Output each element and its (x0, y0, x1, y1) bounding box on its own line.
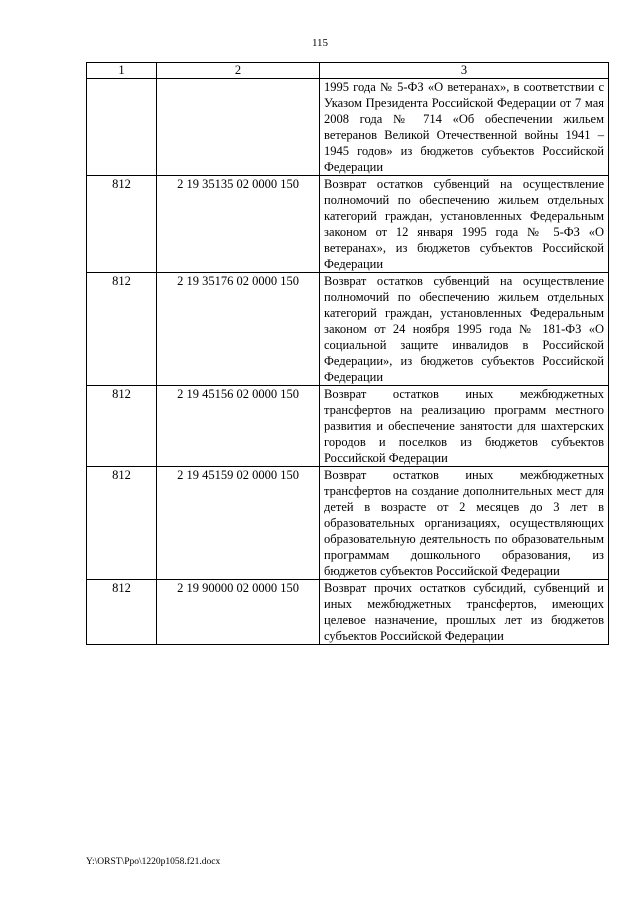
admin-code-cell: 812 (87, 273, 157, 386)
admin-code-cell (87, 79, 157, 176)
table-row (87, 273, 609, 386)
budget-code-cell (157, 79, 320, 176)
budget-code-cell: 2 19 90000 02 0000 150 (157, 580, 320, 645)
description-cell: Возврат остатков иных межбюджетных трансфертов на реализацию программ местного развития и обеспечение занятости для шахтерских городов и поселков из бюджетов субъектов Российской Федерации (320, 386, 609, 467)
budget-code-cell: 2 19 35176 02 0000 150 (157, 273, 320, 386)
table-row (87, 580, 609, 645)
column-header-1: 1 (87, 63, 157, 79)
column-header-2: 2 (157, 63, 320, 79)
document-file-path: Y:\ORST\Ppo\1220p1058.f21.docx (86, 857, 221, 867)
table-row (87, 386, 609, 467)
column-header-3: 3 (320, 63, 609, 79)
table-row (87, 79, 609, 176)
description-cell: 1995 года № 5-ФЗ «О ветеранах», в соответствии с Указом Президента Российской Федерации от 7 мая 2008 года № 714 «Об обеспечении жильем ветеранов Великой Отечественной войны 1941 – 1945 годов» из бюджетов субъектов Российской Федерации (320, 79, 609, 176)
description-cell: Возврат остатков субвенций на осуществление полномочий по обеспечению жильем отдельных категорий граждан, установленных Федеральным законом от 24 ноября 1995 года № 181-ФЗ «О социальной защите инвалидов в Российской Федерации», из бюджетов субъектов Российской Федерации (320, 273, 609, 386)
admin-code-cell: 812 (87, 467, 157, 580)
budget-code-cell: 2 19 35135 02 0000 150 (157, 176, 320, 273)
admin-code-cell: 812 (87, 580, 157, 645)
admin-code-cell: 812 (87, 176, 157, 273)
description-cell: Возврат остатков иных межбюджетных трансфертов на создание дополнительных мест для детей в возрасте от 2 месяцев до 3 лет в образовательных организациях, осуществляющих образовательную деятельность по образовательным программам дошкольного образования, из бюджетов субъектов Российской Федерации (320, 467, 609, 580)
budget-codes-table (86, 62, 609, 645)
table-row (87, 467, 609, 580)
page-number: 115 (311, 37, 329, 49)
table-row (87, 176, 609, 273)
budget-code-cell: 2 19 45156 02 0000 150 (157, 386, 320, 467)
description-cell: Возврат прочих остатков субсидий, субвенций и иных межбюджетных трансфертов, имеющих целевое назначение, прошлых лет из бюджетов субъектов Российской Федерации (320, 580, 609, 645)
description-cell: Возврат остатков субвенций на осуществление полномочий по обеспечению жильем отдельных категорий граждан, установленных Федеральным законом от 12 января 1995 года № 5-ФЗ «О ветеранах», из бюджетов субъектов Российской Федерации (320, 176, 609, 273)
table-header-row (87, 63, 609, 79)
admin-code-cell: 812 (87, 386, 157, 467)
budget-code-cell: 2 19 45159 02 0000 150 (157, 467, 320, 580)
